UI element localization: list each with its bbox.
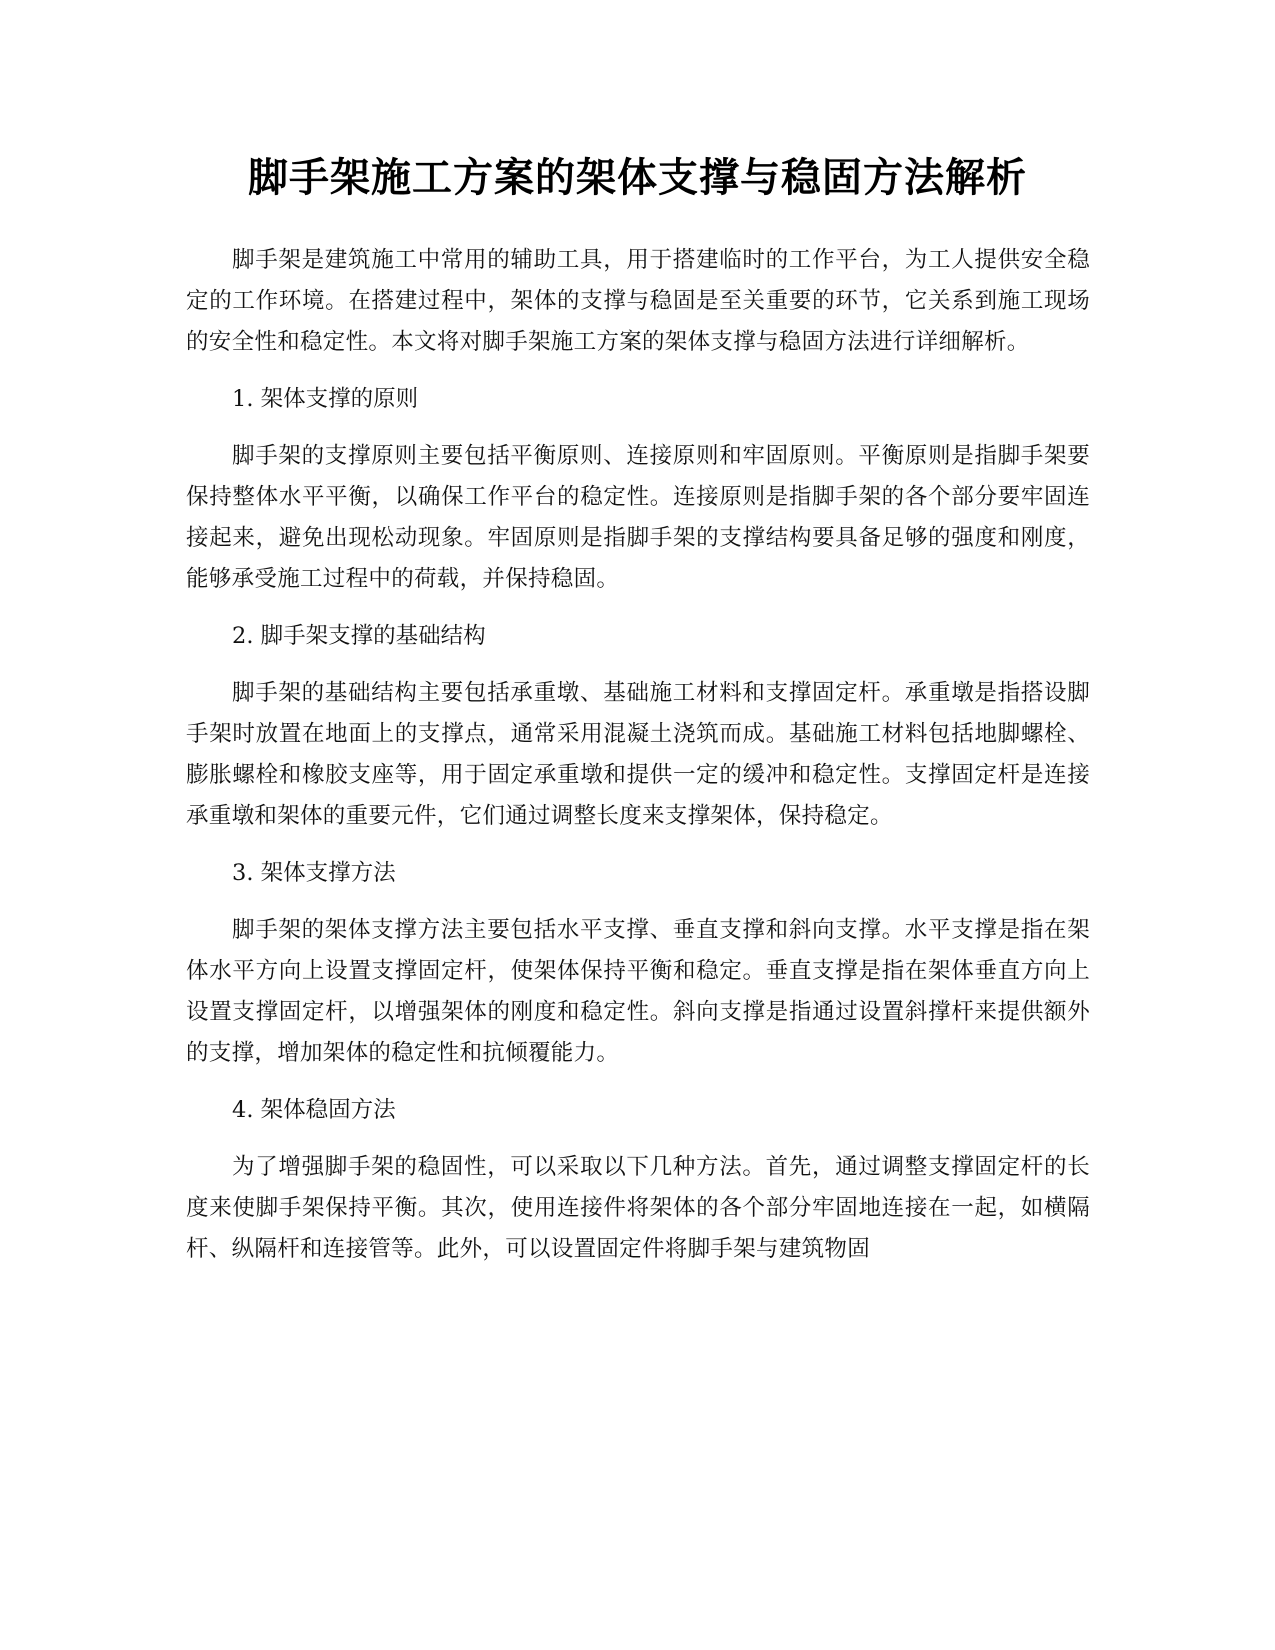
intro-paragraph: 脚手架是建筑施工中常用的辅助工具，用于搭建临时的工作平台，为工人提供安全稳定的工作环境。在搭建过程中，架体的支撑与稳固是至关重要的环节，它关系到施工现场的安全性和稳定性。本文将对脚手架施工方案的架体支撑与稳固方法进行详细解析。 (186, 247, 1090, 355)
section-heading-1: 1. 架体支撑的原则 (232, 386, 419, 412)
section-paragraph-1: 脚手架的支撑原则主要包括平衡原则、连接原则和牢固原则。平衡原则是指脚手架要保持整体水平平衡，以确保工作平台的稳定性。连接原则是指脚手架的各个部分要牢固连接起来，避免出现松动现象。牢固原则是指脚手架的支撑结构要具备足够的强度和刚度，能够承受施工过程中的荷载，并保持稳固。 (186, 443, 1090, 592)
section-heading-3: 3. 架体支撑方法 (232, 860, 396, 886)
section-heading-2: 2. 脚手架支撑的基础结构 (232, 623, 486, 649)
section-paragraph-2: 脚手架的基础结构主要包括承重墩、基础施工材料和支撑固定杆。承重墩是指搭设脚手架时放置在地面上的支撑点，通常采用混凝土浇筑而成。基础施工材料包括地脚螺栓、膨胀螺栓和橡胶支座等，用于固定承重墩和提供一定的缓冲和稳定性。支撑固定杆是连接承重墩和架体的重要元件，它们通过调整长度来支撑架体，保持稳定。 (186, 680, 1090, 829)
document-title: 脚手架施工方案的架体支撑与稳固方法解析 (248, 155, 1027, 201)
section-heading-4: 4. 架体稳固方法 (232, 1097, 396, 1123)
document-body (186, 240, 1090, 1286)
section-paragraph-3: 脚手架的架体支撑方法主要包括水平支撑、垂直支撑和斜向支撑。水平支撑是指在架体水平方向上设置支撑固定杆，使架体保持平衡和稳定。垂直支撑是指在架体垂直方向上设置支撑固定杆，以增强架体的刚度和稳定性。斜向支撑是指通过设置斜撑杆来提供额外的支撑，增加架体的稳定性和抗倾覆能力。 (186, 917, 1090, 1066)
section-paragraph-4: 为了增强脚手架的稳固性，可以采取以下几种方法。首先，通过调整支撑固定杆的长度来使脚手架保持平衡。其次，使用连接件将架体的各个部分牢固地连接在一起，如横隔杆、纵隔杆和连接管等。此外，可以设置固定件将脚手架与建筑物固 (186, 1154, 1090, 1262)
